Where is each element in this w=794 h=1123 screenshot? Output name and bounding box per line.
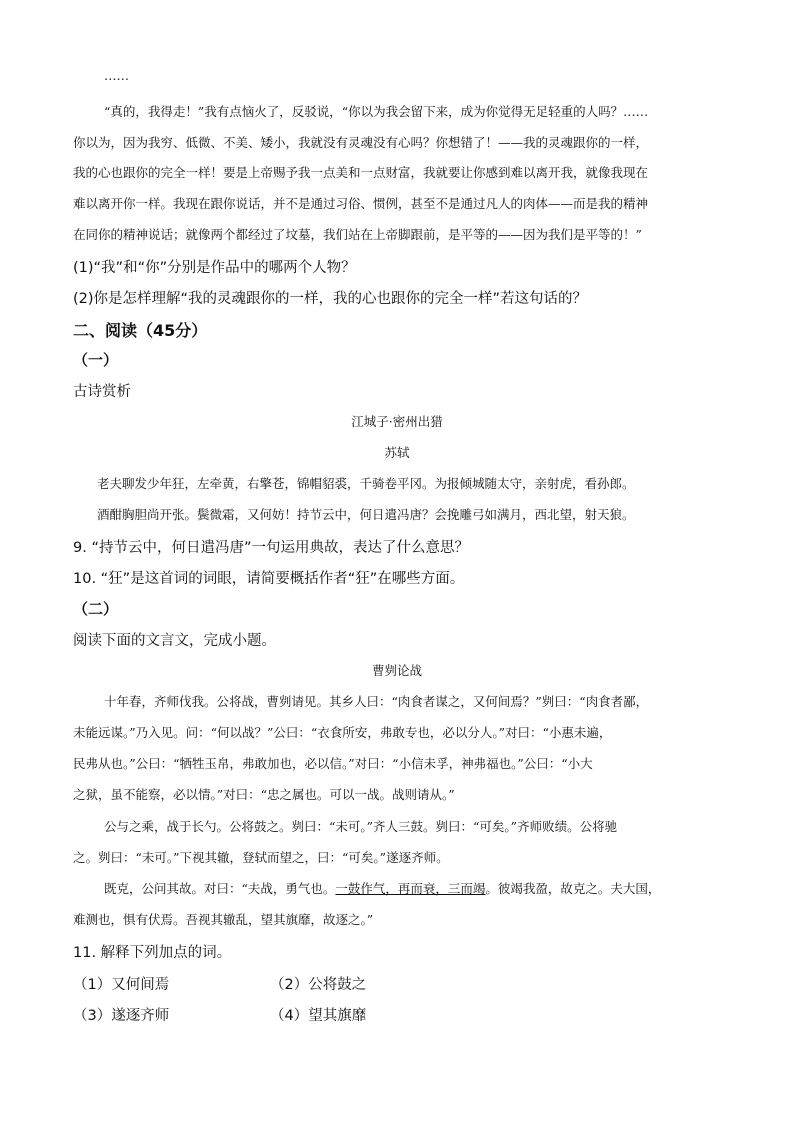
section-heading: 二、阅读（45分） xyxy=(73,321,208,340)
passage-line: 难以离开你一样。我现在跟你说话，并不是通过习俗、惯例，甚至不是通过凡人的肉体——而是我的精神 xyxy=(73,196,649,211)
q11-item: （1）又何间焉 xyxy=(73,977,170,993)
classical-line: 难测也，惧有伏焉。吾视其辙乱，望其旗靡，故逐之。” xyxy=(73,912,374,927)
question-9: 9. “持节云中，何日遣冯唐”一句运用典故，表达了什么意思？ xyxy=(73,540,469,556)
q11-item: （4）望其旗靡 xyxy=(270,1008,367,1024)
part2-label: （二） xyxy=(73,600,119,618)
line-text-after: 。彼竭我盈，故克之。夫大国， xyxy=(485,881,661,896)
q11-item: （3）遂逐齐师 xyxy=(73,1008,170,1024)
classical-line: 十年春，齐师伐我。公将战，曹刿请见。其乡人曰：“肉食者谋之，又何间焉？”刿曰：“肉食者鄙， xyxy=(104,694,649,709)
part1-label: （一） xyxy=(73,351,119,369)
question-1: (1)“我”和“你”分别是作品中的哪两个人物？ xyxy=(73,260,356,276)
poem-author: 苏轼 xyxy=(384,445,410,460)
poem-title: 江城子·密州出猎 xyxy=(351,414,443,429)
ellipsis: …… xyxy=(104,68,129,83)
passage-line: 在同你的精神说话；就像两个都经过了坟墓，我们站在上帝脚跟前，是平等的——因为我们是平等的！” xyxy=(73,227,642,242)
passage-line: 我的心也跟你的完全一样！要是上帝赐予我一点美和一点财富，我就要让你感到难以离开我，就像我现在 xyxy=(73,165,649,180)
poem-line: 老夫聊发少年狂，左牵黄，右擎苍，锦帽貂裘，千骑卷平冈。为报倾城随太守，亲射虎，看孙郎。 xyxy=(97,476,635,491)
classical-line: 之。刿曰：“未可。”下视其辙，登轼而望之，曰：“可矣。”遂逐齐师。 xyxy=(73,850,449,865)
line-text-before: 既克，公问其故。对曰：“夫战，勇气也。 xyxy=(104,881,336,896)
passage-title: 曹刿论战 xyxy=(371,663,422,678)
passage-line: “真的，我得走！”我有点恼火了，反驳说，“你以为我会留下来，成为你觉得无足轻重的人吗？…… xyxy=(104,104,649,119)
question-11: 11. 解释下列加点的词。 xyxy=(73,945,232,961)
poem-line: 酒酣胸胆尚开张。鬓微霜，又何妨！持节云中，何日遣冯唐？会挽雕弓如满月，西北望，射天狼。 xyxy=(97,507,635,522)
q11-item: （2）公将鼓之 xyxy=(270,977,367,993)
classical-line: 未能远谋。”乃入见。问：“何以战？”公曰：“衣食所安，弗敢专也，必以分人。”对曰：“小惠未遍， xyxy=(73,725,612,740)
underlined-phrase: 一鼓作气，再而衰，三而竭 xyxy=(335,881,486,896)
classical-line: 公与之乘，战于长勺。公将鼓之。刿曰：“未可。”齐人三鼓。刿曰：“可矣。”齐师败绩。公将驰 xyxy=(104,819,618,834)
classical-line: 民弗从也。”公曰：“牺牲玉帛，弗敢加也，必以信。”对曰：“小信未孚，神弗福也。”公曰：“小大 xyxy=(73,756,593,771)
classical-line: 之狱，虽不能察，必以情。”对曰：“忠之属也。可以一战。战则请从。” xyxy=(73,787,455,802)
passage-line: 你以为，因为我穷、低微、不美、矮小，我就没有灵魂没有心吗？你想错了！——我的灵魂跟你的一样， xyxy=(73,135,649,150)
part2-intro: 阅读下面的文言文，完成小题。 xyxy=(73,633,276,649)
classical-line-with-underline xyxy=(104,879,660,897)
question-2: (2)你是怎样理解“我的灵魂跟你的一样，我的心也跟你的完全一样”若这句话的？ xyxy=(73,291,588,307)
question-10: 10. “狂”是这首词的词眼，请简要概括作者“狂”在哪些方面。 xyxy=(73,571,465,587)
part1-intro: 古诗赏析 xyxy=(73,384,131,400)
